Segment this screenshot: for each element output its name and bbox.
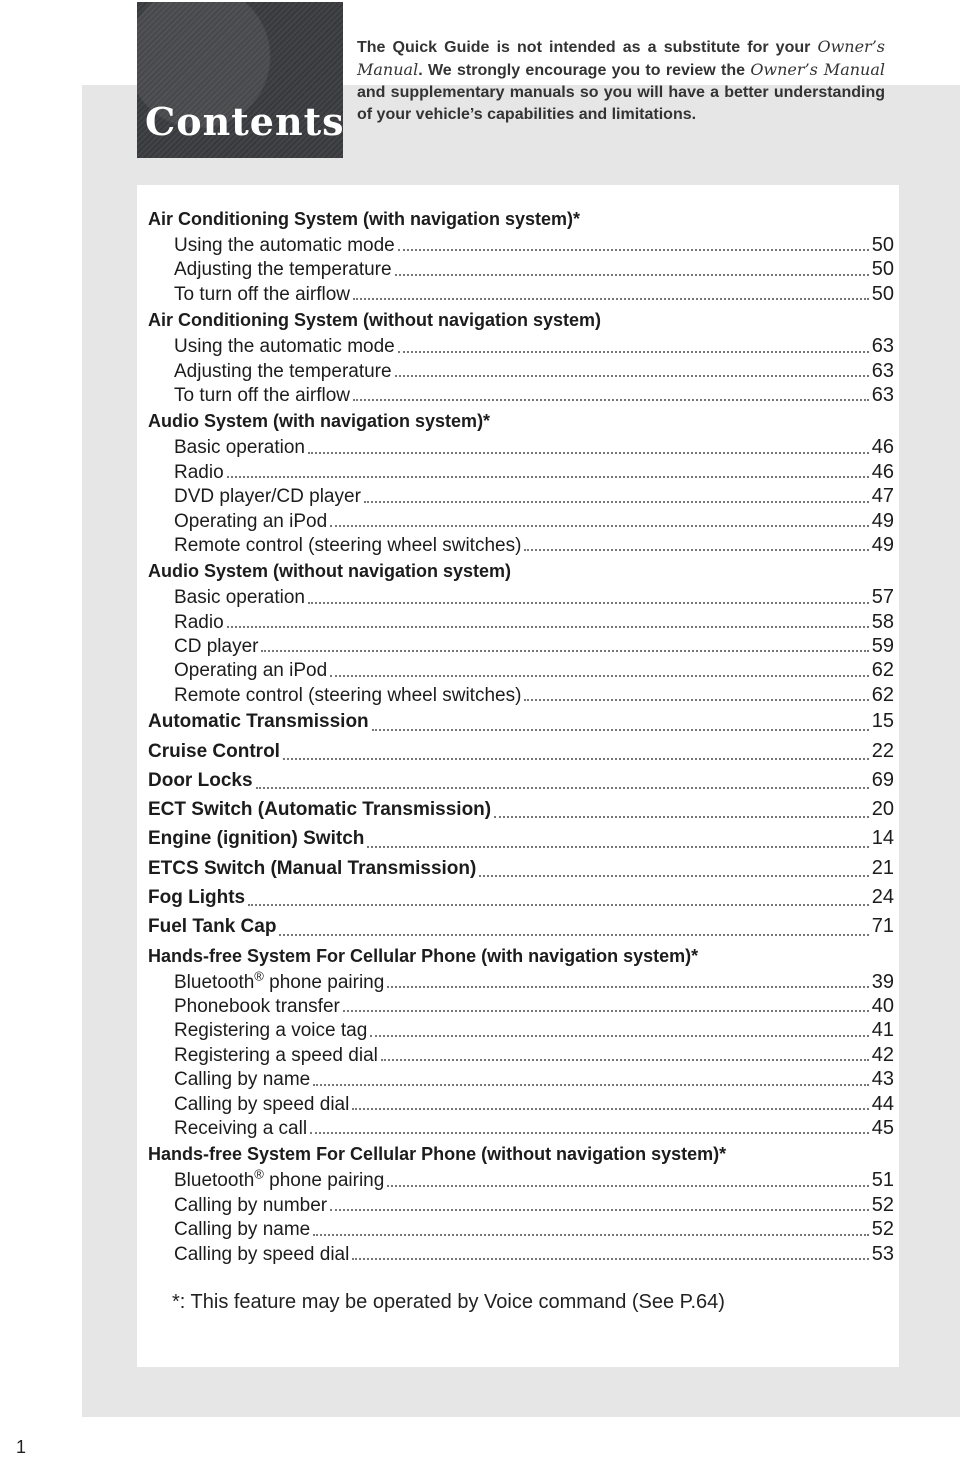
toc-heading-handsfree-nav: Hands-free System For Cellular Phone (with navigation system)* [148, 945, 699, 966]
intro-manual-ref-2: Owner’s Manual [750, 60, 885, 79]
toc-item[interactable]: Bluetooth® phone pairing 39 [174, 968, 894, 993]
dot-leader [227, 476, 869, 478]
dot-leader [227, 626, 869, 628]
page-ref: 20 [871, 798, 894, 821]
dot-leader [524, 699, 868, 701]
toc-item[interactable]: Calling by speed dial 44 [174, 1092, 894, 1115]
toc-item[interactable]: Bluetooth® phone pairing 51 [174, 1167, 894, 1192]
toc-item[interactable]: Using the automatic mode 50 [174, 234, 894, 256]
page-ref: 45 [871, 1116, 894, 1139]
toc-item[interactable]: Calling by number 52 [174, 1193, 894, 1216]
page-ref: 63 [871, 359, 894, 382]
dot-leader [387, 1185, 868, 1187]
toc-item[interactable]: Radio 46 [174, 460, 894, 483]
page-ref: 46 [871, 436, 894, 459]
page-ref: 14 [871, 827, 894, 850]
toc-item[interactable]: Registering a voice tag 41 [174, 1019, 894, 1042]
dot-leader [310, 1132, 869, 1134]
toc-item[interactable]: Calling by speed dial 53 [174, 1242, 894, 1265]
dot-leader [395, 375, 869, 377]
dot-leader [343, 1010, 869, 1012]
toc-item[interactable]: Using the automatic mode 63 [174, 335, 894, 358]
page-ref: 43 [871, 1068, 894, 1091]
toc-item[interactable]: Radio 58 [174, 610, 894, 633]
toc-entry[interactable]: Door Locks 69 [148, 766, 894, 795]
page-ref: 50 [871, 234, 894, 256]
table-of-contents [148, 205, 894, 1266]
dot-leader [308, 452, 869, 454]
page-ref: 47 [871, 485, 894, 508]
dot-leader [524, 549, 868, 551]
dot-leader [248, 904, 869, 906]
page-ref: 42 [871, 1043, 894, 1066]
toc-item[interactable]: To turn off the airflow 63 [174, 383, 894, 406]
page-ref: 51 [871, 1169, 894, 1192]
toc-entry[interactable]: Fuel Tank Cap 71 [148, 912, 894, 941]
dot-leader [370, 1035, 868, 1037]
registered-mark: ® [254, 968, 264, 984]
toc-item[interactable]: Operating an iPod 49 [174, 509, 894, 532]
page-ref: 49 [871, 533, 894, 556]
dot-leader [395, 274, 869, 276]
page-ref: 50 [871, 282, 894, 305]
page-number: 1 [16, 1437, 27, 1457]
page-ref: 62 [871, 659, 894, 682]
page-ref: 49 [871, 509, 894, 532]
page-ref: 62 [871, 683, 894, 706]
page-ref: 63 [871, 383, 894, 406]
page-ref: 52 [871, 1218, 894, 1241]
dot-leader [398, 351, 869, 353]
toc-entry[interactable]: Cruise Control 22 [148, 737, 894, 766]
page-ref: 58 [871, 610, 894, 633]
page-ref: 39 [871, 970, 894, 993]
registered-mark: ® [254, 1167, 264, 1183]
toc-item[interactable]: To turn off the airflow 50 [174, 282, 894, 305]
intro-text-2: . We strongly encourage you to review the [418, 62, 751, 79]
dot-leader [353, 399, 869, 401]
dot-leader [364, 501, 869, 503]
toc-item[interactable]: Phonebook transfer 40 [174, 995, 894, 1018]
intro-text-3: and supplementary manuals so you will have a better understanding of your vehicle’s capabilities and limitations. [357, 84, 885, 123]
toc-item[interactable]: Adjusting the temperature 63 [174, 359, 894, 382]
dot-leader [330, 675, 869, 677]
page-ref: 63 [871, 335, 894, 358]
footnote: *: This feature may be operated by Voice command (See P.64) [172, 1291, 725, 1313]
toc-item[interactable]: Receiving a call 45 [174, 1116, 894, 1139]
toc-entry[interactable]: ECT Switch (Automatic Transmission) 20 [148, 795, 894, 824]
page-ref: 57 [871, 586, 894, 609]
toc-heading-audio-no-nav: Audio System (without navigation system) [148, 561, 512, 582]
intro-note [357, 36, 885, 126]
intro-manual-ref-1: Owner’s Manual [357, 37, 885, 79]
page-ref: 41 [871, 1019, 894, 1042]
dot-leader [313, 1234, 869, 1236]
page-ref: 44 [871, 1092, 894, 1115]
toc-entry[interactable]: ETCS Switch (Manual Transmission) 21 [148, 854, 894, 883]
dot-leader [367, 846, 868, 848]
dot-leader [330, 1209, 869, 1211]
dot-leader [372, 729, 869, 731]
page-ref: 22 [871, 739, 894, 762]
toc-entry[interactable]: Engine (ignition) Switch 14 [148, 824, 894, 853]
toc-entry[interactable]: Fog Lights 24 [148, 883, 894, 912]
dot-leader [313, 1084, 869, 1086]
dot-leader [256, 787, 869, 789]
dot-leader [308, 602, 869, 604]
page-ref: 53 [871, 1242, 894, 1265]
toc-item[interactable]: Remote control (steering wheel switches) 49 [174, 533, 894, 556]
dot-leader [352, 1258, 868, 1260]
toc-item[interactable]: DVD player/CD player 47 [174, 485, 894, 508]
toc-heading-ac-no-nav: Air Conditioning System (without navigation system) [148, 310, 602, 331]
toc-item[interactable]: Calling by name 52 [174, 1218, 894, 1241]
page-ref: 15 [871, 710, 894, 733]
page-ref: 46 [871, 460, 894, 483]
dot-leader [261, 650, 868, 652]
toc-heading-audio-nav: Audio System (with navigation system)* [148, 411, 491, 432]
toc-item[interactable]: Remote control (steering wheel switches) 62 [174, 683, 894, 706]
dot-leader [387, 986, 868, 988]
dot-leader [352, 1108, 868, 1110]
dot-leader [479, 875, 868, 877]
toc-item[interactable]: Operating an iPod 62 [174, 659, 894, 682]
toc-item[interactable]: Calling by name 43 [174, 1068, 894, 1091]
dot-leader [283, 758, 869, 760]
page-ref: 40 [871, 995, 894, 1018]
toc-item[interactable]: Basic operation 57 [174, 586, 894, 609]
toc-item[interactable]: Registering a speed dial 42 [174, 1043, 894, 1066]
dot-leader [353, 298, 869, 300]
page-ref: 50 [871, 258, 894, 281]
intro-text-1: The Quick Guide is not intended as a substitute for your [357, 39, 818, 56]
toc-entry[interactable]: Automatic Transmission 15 [148, 707, 894, 736]
page-ref: 52 [871, 1193, 894, 1216]
page-ref: 59 [871, 635, 894, 658]
page-title: Contents [145, 99, 345, 144]
page-ref: 69 [871, 768, 894, 791]
dot-leader [381, 1059, 869, 1061]
toc-heading-ac-nav: Air Conditioning System (with navigation system)* [148, 209, 581, 229]
page-ref: 21 [871, 856, 894, 879]
title-banner [137, 2, 343, 158]
dot-leader [398, 249, 869, 251]
dot-leader [279, 934, 868, 936]
toc-item[interactable]: Adjusting the temperature 50 [174, 258, 894, 281]
toc-item[interactable]: CD player 59 [174, 635, 894, 658]
dot-leader [330, 525, 869, 527]
toc-item[interactable]: Basic operation 46 [174, 436, 894, 459]
page-ref: 24 [871, 886, 894, 909]
dot-leader [494, 816, 869, 818]
toc-heading-handsfree-no-nav: Hands-free System For Cellular Phone (without navigation system)* [148, 1144, 727, 1165]
page-ref: 71 [871, 915, 894, 938]
